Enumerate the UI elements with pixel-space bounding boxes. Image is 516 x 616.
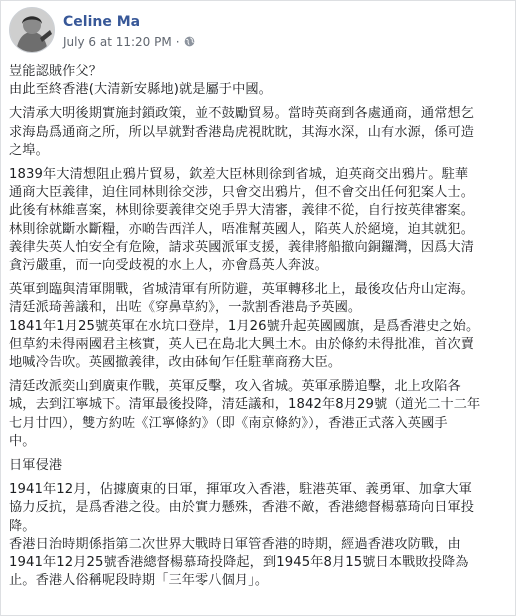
post-text-line: 日軍侵港 [9,458,63,474]
post-text-line: 降。 [9,518,36,534]
post-text-line: 止。香港人俗稱呢段時期「三年零八個月」。 [9,573,269,589]
avatar-photo [10,8,54,52]
meta-separator: · [175,35,180,49]
globe-icon[interactable] [184,36,195,47]
post-paragraph [9,281,511,372]
post-text-line: 1839年大清想阻止鴉片貿易，欽差大臣林則徐到省城，迫英商交出鴉片。駐華 [9,167,469,183]
post-text-line: 林則徐就斷水斷糧，亦啲告西洋人，唔准幫英國人，陷英人於絕境，迫其就犯。 [9,221,475,237]
post-timestamp[interactable]: July 6 at 11:20 PM [63,35,172,49]
post-text-line: 通商大臣義律，迫住同林則徐交涉，只會交出鴉片，但不會交出任何犯案人士。 [9,185,475,201]
post-text-line: 清廷派琦善議和，出咗《穿鼻草約》，一款割香港島予英國。 [9,300,362,316]
post-text-line: 香港日治時期係指第二次世界大戰時日軍管香港的時期，經過香港攻防戰，由 [9,536,461,552]
post-text-line: 由此至終香港(大清新安縣地)就是屬于中國。 [9,82,272,98]
post-text-line: 大清承大明後期實施封鎖政策，並不鼓勵貿易。當時英商到各處通商，通常想乞 [9,106,475,122]
post-text-line: 但草約未得兩國君主核實，英人已在島北大興土木。由於條約未得批准，首次賣 [9,336,475,352]
post-text-line: 1941年12月25號香港總督楊慕琦投降起，到1945年8月15號日本戰敗投降為 [9,555,469,571]
post-text-line: 協力反抗，是爲香港之役。由於實力懸殊，香港不敵，香港總督楊慕琦向日軍投 [9,500,475,516]
post-text-line: 清廷改派奕山到廣東作戰，英軍反擊，攻入省城。英軍承勝追擊，北上攻陷各 [9,379,461,395]
post-text-line: 義律失英人怕安全有危險，請求英國派軍支援，義律將船撤向銅鑼灣，因爲大清 [9,239,475,255]
post-paragraph [9,166,511,275]
post-paragraph [9,63,511,99]
post-text-line: 城，去到江寧城下。清軍最後投降，清廷議和，1842年8月29號（道光二十二年 [9,397,481,413]
post-text-line: 之埠。 [9,142,49,158]
post-paragraph [9,105,511,160]
post-paragraph [9,481,511,590]
avatar[interactable] [9,7,55,53]
post-text-line: 1841年1月25號英軍在水坑口登岸，1月26號升起英國國旗，是爲香港史之始。 [9,318,480,334]
post-text-line: 七月廿四），雙方約咗《江寧條約》（即《南京條約》），香港正式落入英國手 [9,415,448,431]
post-text-line: 求海島爲通商之所，所以早就對香港島虎視眈眈，其海水深，山有水源，係可造 [9,124,475,140]
post-paragraph [9,457,511,475]
post-text-line: 地喊冷告吹。英國撤義律，改由砵甸乍任駐華商務大臣。 [9,355,342,371]
author-name[interactable]: Celine Ma [63,14,141,30]
post-text-line: 英軍到臨與清軍開戰，省城清軍有所防避，英軍轉移北上，最後攻佔舟山定海。 [9,282,475,298]
post-text-line: 此後有林維喜案，林則徐要義律交兇手畀大清審，義律不從，自行按英律審案。 [9,203,475,219]
post-meta [63,35,195,49]
post-paragraph [9,378,511,451]
post-body [9,63,511,596]
post-text-line: 中。 [9,433,36,449]
post-text-line: 1941年12月，佔據廣東的日軍，揮軍攻入香港，駐港英軍、義勇軍、加拿大軍 [9,482,472,498]
post-text-line: 貪污嚴重，而一向受歧視的水上人，亦會爲英人奔波。 [9,258,328,274]
post-text-line: 豈能認賊作父？ [9,64,103,79]
